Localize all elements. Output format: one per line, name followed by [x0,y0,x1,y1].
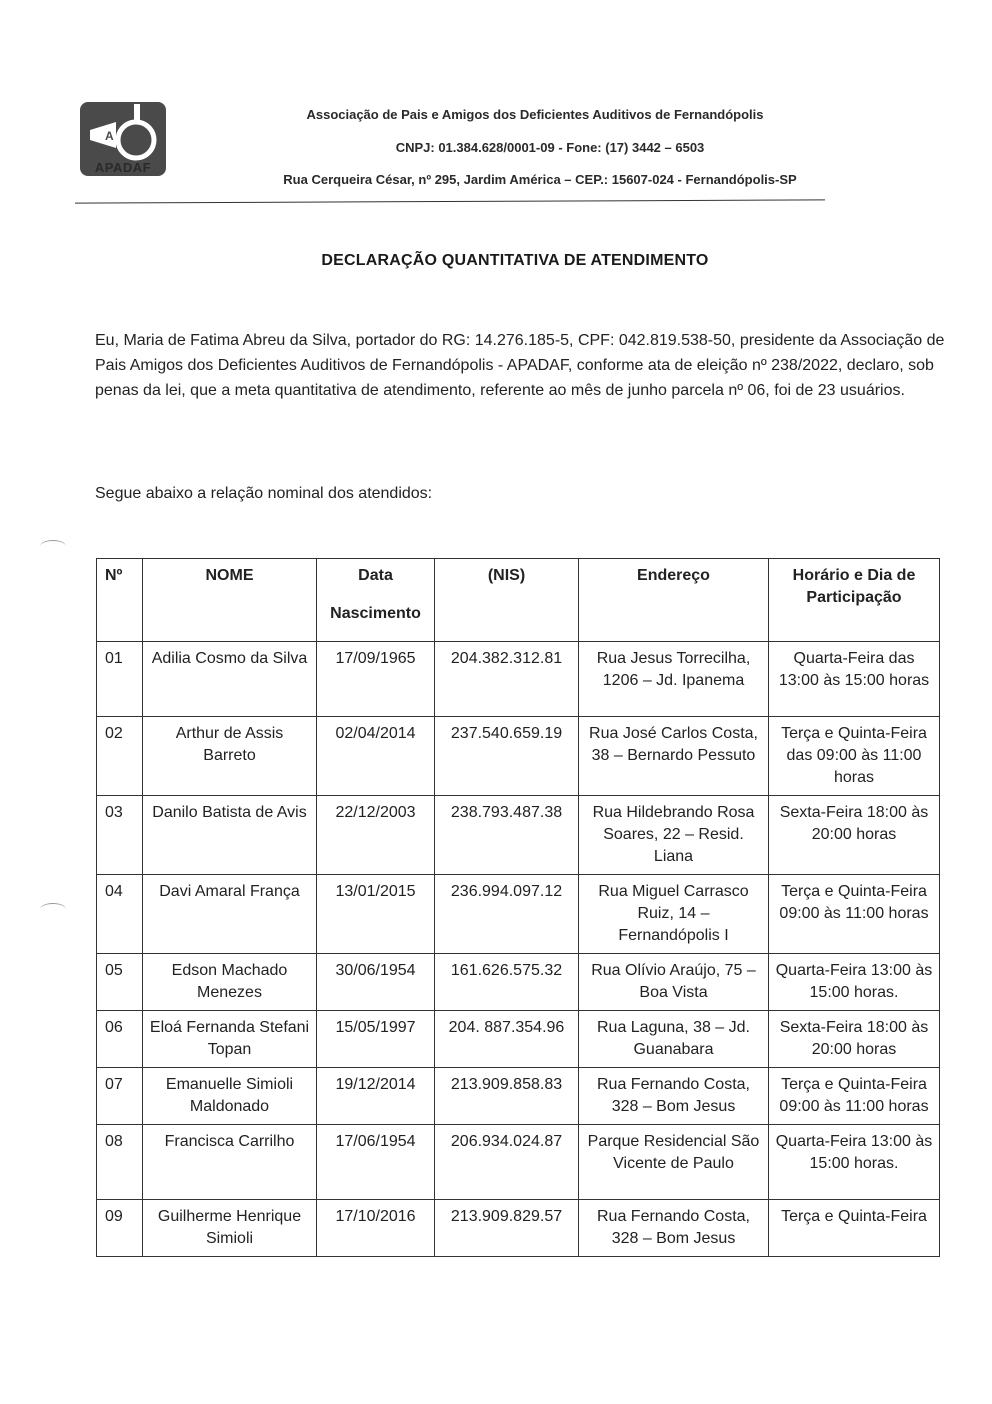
punch-hole-mark [40,903,66,916]
row-birth: 17/06/1954 [317,1125,435,1200]
row-name: Eloá Fernanda Stefani Topan [143,1011,317,1068]
row-birth: 17/09/1965 [317,642,435,717]
table-row [97,1200,940,1257]
row-name: Adilia Cosmo da Silva [143,642,317,717]
table-row [97,717,940,796]
row-birth: 15/05/1997 [317,1011,435,1068]
document-title: DECLARAÇÃO QUANTITATIVA DE ATENDIMENTO [321,252,709,269]
beneficiaries-table [96,558,940,1257]
row-birth: 22/12/2003 [317,796,435,875]
header-nis: (NIS) [435,559,579,642]
row-schedule: Terça e Quinta-Feira 09:00 às 11:00 horas [769,1068,940,1125]
row-name: Emanuelle Simioli Maldonado [143,1068,317,1125]
header-birth [317,559,435,642]
row-nis: 204. 887.354.96 [435,1011,579,1068]
row-schedule: Sexta-Feira 18:00 às 20:00 horas [769,796,940,875]
row-address: Rua José Carlos Costa, 38 – Bernardo Pessuto [579,717,769,796]
row-address: Rua Olívio Araújo, 75 – Boa Vista [579,954,769,1011]
row-num: 06 [97,1011,143,1068]
row-name: Francisca Carrilho [143,1125,317,1200]
org-address: Rua Cerqueira César, nº 295, Jardim América – CEP.: 15607-024 - Fernandópolis-SP [283,172,797,187]
row-address: Rua Fernando Costa, 328 – Bom Jesus [579,1200,769,1257]
row-schedule: Sexta-Feira 18:00 às 20:00 horas [769,1011,940,1068]
row-num: 04 [97,875,143,954]
row-schedule: Quarta-Feira 13:00 às 15:00 horas. [769,954,940,1011]
row-address: Rua Hildebrando Rosa Soares, 22 – Resid. Liana [579,796,769,875]
row-name: Danilo Batista de Avis [143,796,317,875]
row-birth: 02/04/2014 [317,717,435,796]
svg-text:A: A [105,129,114,143]
header-num: Nº [97,559,143,642]
org-contact: CNPJ: 01.384.628/0001-09 - Fone: (17) 3442 – 6503 [395,140,705,155]
row-num: 01 [97,642,143,717]
row-address: Rua Jesus Torrecilha, 1206 – Jd. Ipanema [579,642,769,717]
table-row [97,954,940,1011]
row-schedule: Terça e Quinta-Feira das 09:00 às 11:00 horas [769,717,940,796]
row-schedule: Quarta-Feira das 13:00 às 15:00 horas [769,642,940,717]
declaration-paragraph: Eu, Maria de Fatima Abreu da Silva, portador do RG: 14.276.185-5, CPF: 042.819.538-50, presidente da Associação de Pais Amigos dos Deficientes Auditivos de Fernandópolis - APADAF, conforme ata de eleição nº 238/2022, declaro, sob penas da lei, que a meta quantitativa de atendimento, referente ao mês de junho parcela nº 06, foi de 23 usuários. [95,332,945,399]
row-name: Guilherme Henrique Simioli [143,1200,317,1257]
row-nis: 161.626.575.32 [435,954,579,1011]
row-address: Rua Fernando Costa, 328 – Bom Jesus [579,1068,769,1125]
header-schedule: Horário e Dia de Participação [769,559,940,642]
table-row [97,1125,940,1200]
row-nis: 213.909.829.57 [435,1200,579,1257]
row-name: Edson Machado Menezes [143,954,317,1011]
logo-text: APADAF [94,160,152,175]
row-nis: 204.382.312.81 [435,642,579,717]
table-row [97,875,940,954]
row-address: Parque Residencial São Vicente de Paulo [579,1125,769,1200]
org-name: Associação de Pais e Amigos dos Deficientes Auditivos de Fernandópolis [306,107,764,122]
header-divider [75,199,825,203]
table-row [97,796,940,875]
row-birth: 13/01/2015 [317,875,435,954]
header-birth-bottom: Nascimento [330,605,421,622]
header-name: NOME [143,559,317,642]
header-birth-top: Data [358,567,393,584]
punch-hole-mark [40,540,66,553]
row-schedule: Quarta-Feira 13:00 às 15:00 horas. [769,1125,940,1200]
row-nis: 237.540.659.19 [435,717,579,796]
row-address: Rua Laguna, 38 – Jd. Guanabara [579,1011,769,1068]
row-num: 08 [97,1125,143,1200]
row-schedule: Terça e Quinta-Feira 09:00 às 11:00 horas [769,875,940,954]
row-num: 03 [97,796,143,875]
row-nis: 213.909.858.83 [435,1068,579,1125]
row-num: 07 [97,1068,143,1125]
table-row [97,642,940,717]
row-nis: 236.994.097.12 [435,875,579,954]
row-nis: 206.934.024.87 [435,1125,579,1200]
row-name: Arthur de Assis Barreto [143,717,317,796]
row-num: 09 [97,1200,143,1257]
header-address: Endereço [579,559,769,642]
table-row [97,1068,940,1125]
table-row [97,1011,940,1068]
row-name: Davi Amaral França [143,875,317,954]
list-intro: Segue abaixo a relação nominal dos atendidos: [95,485,433,502]
row-schedule: Terça e Quinta-Feira [769,1200,940,1257]
row-num: 02 [97,717,143,796]
row-address: Rua Miguel Carrasco Ruiz, 14 – Fernandópolis I [579,875,769,954]
row-nis: 238.793.487.38 [435,796,579,875]
row-num: 05 [97,954,143,1011]
table-header-row [97,559,940,642]
row-birth: 19/12/2014 [317,1068,435,1125]
row-birth: 17/10/2016 [317,1200,435,1257]
row-birth: 30/06/1954 [317,954,435,1011]
